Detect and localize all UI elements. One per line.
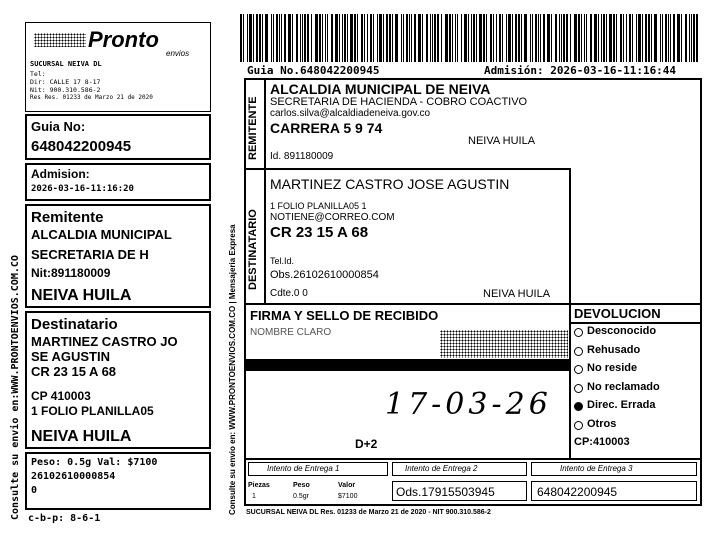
barcode-bar — [566, 14, 568, 62]
admision-label: Admision: — [31, 167, 90, 181]
barcode-bar — [367, 14, 368, 62]
barcode-bar — [339, 14, 340, 62]
barcode-bar — [486, 14, 487, 62]
nombre-label: NOMBRE CLARO — [250, 327, 332, 338]
barcode-bar — [281, 14, 282, 62]
barcode-bar — [373, 14, 374, 62]
barcode-bar — [276, 14, 278, 62]
barcode-bar — [288, 14, 291, 62]
devolucion-option-label: Direc. Errada — [587, 399, 656, 411]
barcode-bar — [335, 14, 338, 62]
barcode-bar — [284, 14, 286, 62]
branch-line-3: Nit: 900.310.586-2 — [30, 86, 101, 94]
devolucion-option-label: No reclamado — [587, 380, 660, 393]
barcode-bar — [570, 14, 571, 62]
sender-dept: SECRETARIA DE HACIENDA - COBRO COACTIVO — [270, 96, 528, 108]
barcode-bar — [547, 14, 550, 62]
barcode-bar — [389, 14, 391, 62]
barcode-bar — [654, 14, 657, 62]
barcode-bar — [411, 14, 412, 62]
barcode-bar — [521, 14, 522, 62]
left-footer: c-b-p: 8-6-1 — [28, 513, 101, 524]
barcode-bar — [418, 14, 421, 62]
barcode-bar — [273, 14, 274, 62]
barcode-bar — [457, 14, 458, 62]
barcode-bar — [677, 14, 680, 62]
barcode-bar — [483, 14, 485, 62]
barcode-bar — [249, 14, 252, 62]
devolucion-radio[interactable] — [574, 384, 583, 393]
recipient-cdte: Cdte.0 0 — [270, 288, 308, 299]
sender-name: ALCALDIA MUNICIPAL DE NEIVA — [270, 81, 491, 97]
branch-line-2: Dir: CALLE 17 8-17 — [30, 78, 101, 86]
recipient-email: NOTIENE@CORREO.COM — [270, 212, 395, 223]
folio-left: 1 FOLIO PLANILLA05 — [31, 404, 154, 418]
intento-3 — [531, 462, 697, 476]
barcode-bar — [651, 14, 652, 62]
barcode-bar — [590, 14, 592, 62]
barcode-bar — [606, 14, 607, 62]
barcode-bar — [499, 14, 501, 62]
barcode-bar — [471, 14, 472, 62]
barcode-bar — [300, 14, 301, 62]
barcode-bar — [490, 14, 492, 62]
destinatario-line-3: CR 23 15 A 68 — [31, 364, 117, 379]
barcode-bar — [540, 14, 541, 62]
barcode-bar — [685, 14, 687, 62]
barcode-bar — [515, 14, 517, 62]
barcode-bar — [422, 14, 423, 62]
remitente-box — [25, 204, 211, 308]
barcode-bar — [350, 14, 353, 62]
barcode-bar — [561, 14, 562, 62]
branch-line-1: Tel: — [30, 70, 46, 78]
barcode-bar — [441, 14, 442, 62]
piezas-value: 1 — [252, 493, 256, 500]
barcode-bar — [696, 14, 698, 62]
barcode-bar — [636, 14, 637, 62]
guia-header: Guia No.648042200945 — [247, 64, 380, 77]
section-divider — [244, 458, 702, 460]
logo-icon — [34, 33, 86, 47]
sender-city: NEIVA HUILA — [468, 135, 536, 147]
main-footer: SUCURSAL NEIVA DL Res. 01233 de Marzo 21 de 2020 - NIT 900.310.586-2 — [246, 509, 491, 516]
barcode-bar — [406, 14, 408, 62]
barcode-bar — [559, 14, 560, 62]
sender-email: carlos.silva@alcaldiadeneiva.gov.co — [270, 108, 431, 119]
barcode-bar — [638, 14, 641, 62]
barcode-bar — [613, 14, 615, 62]
barcode-bar — [691, 14, 692, 62]
barcode-bar — [693, 14, 695, 62]
barcode-bar — [426, 14, 428, 62]
barcode-bar — [331, 14, 333, 62]
barcode-bar — [662, 14, 663, 62]
barcode-bar — [584, 14, 585, 62]
devolucion-option-label: Desconocido — [587, 325, 657, 337]
intento-2 — [392, 462, 527, 476]
barcode-bar — [253, 14, 254, 62]
barcode-bar — [256, 14, 258, 62]
barcode-bar — [670, 14, 671, 62]
barcode-bar — [665, 14, 667, 62]
barcode-bar — [409, 14, 410, 62]
barcode-bar — [681, 14, 682, 62]
barcode-bar — [354, 14, 356, 62]
devolucion-radio[interactable] — [574, 402, 583, 411]
barcode-bar — [414, 14, 416, 62]
branch-line-4: Res Res. 01233 de Marzo 21 de 2020 — [30, 94, 153, 101]
barcode-bar — [327, 14, 328, 62]
barcode-bar — [342, 14, 343, 62]
barcode-bar — [673, 14, 675, 62]
admision-header: Admisión: 2026-03-16-11:16:44 — [484, 64, 677, 77]
peso-value: 0.5gr — [293, 493, 309, 500]
barcode-bar — [598, 14, 599, 62]
devolucion-radio[interactable] — [574, 328, 583, 337]
barcode-bar — [468, 14, 469, 62]
barcode-bar — [543, 14, 545, 62]
barcode-bar — [449, 14, 451, 62]
barcode-bar — [689, 14, 690, 62]
barcode-bar — [361, 14, 363, 62]
barcode-bar — [315, 14, 318, 62]
barcode-bar — [304, 14, 306, 62]
recipient-tel: Tel.Id. — [270, 256, 295, 266]
barcode-bar — [535, 14, 537, 62]
sender-address: CARRERA 5 9 74 — [270, 120, 383, 136]
barcode-bar — [632, 14, 633, 62]
barcode-bar — [434, 14, 436, 62]
barcode-bar — [574, 14, 577, 62]
barcode-bar — [616, 14, 617, 62]
remitente-line-1: ALCALDIA MUNICIPAL — [31, 227, 172, 242]
barcode-bar — [668, 14, 669, 62]
firma-label: FIRMA Y SELLO DE RECIBIDO — [250, 308, 439, 323]
barcode-bar — [601, 14, 602, 62]
barcode-bar — [319, 14, 321, 62]
valor-value: $7100 — [338, 493, 358, 500]
remitente-city: NEIVA HUILA — [31, 287, 132, 304]
zero-left: 0 — [31, 485, 38, 496]
logo-box — [25, 22, 211, 112]
section-divider — [244, 303, 702, 305]
barcode-bar — [325, 14, 326, 62]
barcode-bar — [452, 14, 453, 62]
guia-bottom: 648042200945 — [537, 485, 618, 499]
barcode-bar — [642, 14, 643, 62]
barcode-bar — [551, 14, 552, 62]
recipient-name: MARTINEZ CASTRO JOSE AGUSTIN — [270, 176, 510, 192]
dest-city-left: NEIVA HUILA — [31, 428, 132, 445]
guia-box — [25, 114, 211, 160]
barcode-bar — [648, 14, 650, 62]
section-divider — [244, 168, 571, 170]
barcode-bar — [445, 14, 448, 62]
vertical-divider — [264, 78, 266, 304]
barcode-bar — [395, 14, 398, 62]
guia-label: Guia No: — [31, 119, 86, 134]
peso-header: Peso — [293, 482, 310, 489]
d2-label: D+2 — [355, 437, 378, 451]
logo-sub: envios — [166, 49, 190, 58]
barcode — [240, 14, 700, 62]
barcode-bar — [292, 14, 293, 62]
barcode-bar — [370, 14, 372, 62]
barcode-bar — [386, 14, 388, 62]
barcode-bar — [259, 14, 261, 62]
peso-box — [25, 452, 211, 510]
barcode-bar — [524, 14, 527, 62]
barcode-bar — [302, 14, 303, 62]
barcode-bar — [578, 14, 580, 62]
destinatario-line-1: MARTINEZ CASTRO JO — [31, 334, 178, 349]
barcode-bar — [555, 14, 557, 62]
cp-left: CP 410003 — [31, 389, 91, 403]
barcode-bar — [279, 14, 280, 62]
devolucion-cp: CP:410003 — [574, 436, 630, 448]
barcode-bar — [377, 14, 378, 62]
barcode-bar — [240, 14, 242, 62]
barcode-bar — [538, 14, 539, 62]
barcode-bar — [532, 14, 533, 62]
barcode-bar — [512, 14, 513, 62]
devolucion-radio[interactable] — [574, 365, 583, 374]
barcode-bar — [383, 14, 384, 62]
barcode-bar — [265, 14, 268, 62]
logo-text: Pronto — [88, 27, 159, 52]
remitente-line-2: SECRETARIA DE H — [31, 247, 149, 262]
peso-line: Peso: 0.5g Val: $7100 — [31, 457, 158, 468]
recipient-obs: Obs.26102610000854 — [270, 269, 379, 281]
barcode-bar — [623, 14, 624, 62]
valor-header: Valor — [338, 482, 356, 489]
destinatario-line-2: SE AGUSTIN — [31, 349, 110, 364]
barcode-bar — [271, 14, 272, 62]
barcode-bar — [243, 14, 244, 62]
recipient-folio: 1 FOLIO PLANILLA05 1 — [270, 201, 367, 211]
sender-id: Id. 891180009 — [270, 151, 334, 162]
remitente-label: Remitente — [31, 209, 104, 226]
barcode-bar — [609, 14, 612, 62]
barcode-bar — [476, 14, 477, 62]
handwritten-date: 17-03-26 — [385, 387, 552, 422]
guia-bottom-box — [531, 481, 697, 501]
barcode-bar — [563, 14, 565, 62]
barcode-bar — [455, 14, 456, 62]
ods-box — [392, 481, 527, 501]
smudge — [440, 330, 568, 358]
devolucion-radio[interactable] — [574, 421, 583, 430]
barcode-bar — [322, 14, 323, 62]
intento-1 — [248, 462, 388, 476]
destinatario-vertical: DESTINATARIO — [247, 209, 259, 290]
admision-box — [25, 163, 211, 201]
barcode-bar — [586, 14, 587, 62]
devolucion-radio[interactable] — [574, 347, 583, 356]
barcode-bar — [403, 14, 404, 62]
barcode-bar — [401, 14, 402, 62]
recipient-city: NEIVA HUILA — [483, 288, 551, 300]
admision-value: 2026-03-16-11:16:20 — [31, 184, 134, 194]
recipient-address: CR 23 15 A 68 — [270, 224, 369, 241]
barcode-bar — [496, 14, 497, 62]
intento-3-label: Intento de Entrega 3 — [560, 464, 633, 473]
devolucion-underline — [571, 322, 702, 324]
branch-name: SUCURSAL NEIVA DL — [30, 60, 102, 68]
devolucion-option-label: Otros — [587, 417, 617, 430]
barcode-bar — [432, 14, 433, 62]
devolucion-title: DEVOLUCION — [574, 306, 661, 321]
devolucion-option-label: Rehusado — [587, 343, 641, 356]
barcode-bar — [392, 14, 393, 62]
barcode-bar — [262, 14, 263, 62]
barcode-bar — [379, 14, 382, 62]
barcode-bar — [344, 14, 346, 62]
barcode-bar — [594, 14, 597, 62]
barcode-bar — [464, 14, 467, 62]
barcode-bar — [296, 14, 298, 62]
destinatario-box — [25, 311, 211, 449]
side-url-main: Consulte su envio en: WWW.PRONTOENVIOS.COM.CO | Mensajeria Expresa — [228, 224, 237, 515]
barcode-bar — [437, 14, 439, 62]
barcode-bar — [603, 14, 605, 62]
barcode-bar — [473, 14, 475, 62]
devolucion-divider — [569, 168, 571, 459]
barcode-bar — [506, 14, 507, 62]
ods-value: Ods.17915503945 — [396, 485, 495, 499]
barcode-bar — [629, 14, 631, 62]
remitente-line-3: Nit:891180009 — [31, 266, 111, 280]
barcode-bar — [620, 14, 622, 62]
barcode-bar — [645, 14, 647, 62]
barcode-bar — [660, 14, 661, 62]
side-url-left: Consulte su envio en:WWW.PRONTOENVIOS.COM.CO — [10, 255, 21, 520]
piezas-header: Piezas — [248, 482, 270, 489]
barcode-bar — [364, 14, 365, 62]
barcode-bar — [430, 14, 431, 62]
ref-left: 26102610000854 — [31, 471, 116, 482]
barcode-bar — [461, 14, 463, 62]
barcode-bar — [518, 14, 520, 62]
destinatario-label: Destinatario — [31, 316, 118, 333]
firma-bar — [244, 359, 569, 371]
barcode-bar — [311, 14, 312, 62]
devolucion-option-label: No reside — [587, 362, 638, 374]
barcode-bar — [247, 14, 248, 62]
barcode-bar — [493, 14, 494, 62]
barcode-bar — [502, 14, 503, 62]
intento-1-label: Intento de Entrega 1 — [267, 464, 340, 473]
remitente-vertical: REMITENTE — [247, 96, 259, 160]
barcode-bar — [307, 14, 309, 62]
barcode-bar — [479, 14, 482, 62]
barcode-bar — [508, 14, 511, 62]
barcode-bar — [581, 14, 582, 62]
intento-2-label: Intento de Entrega 2 — [405, 464, 478, 473]
barcode-bar — [626, 14, 627, 62]
barcode-bar — [530, 14, 531, 62]
barcode-bar — [357, 14, 358, 62]
guia-number: 648042200945 — [31, 138, 132, 155]
barcode-bar — [347, 14, 348, 62]
